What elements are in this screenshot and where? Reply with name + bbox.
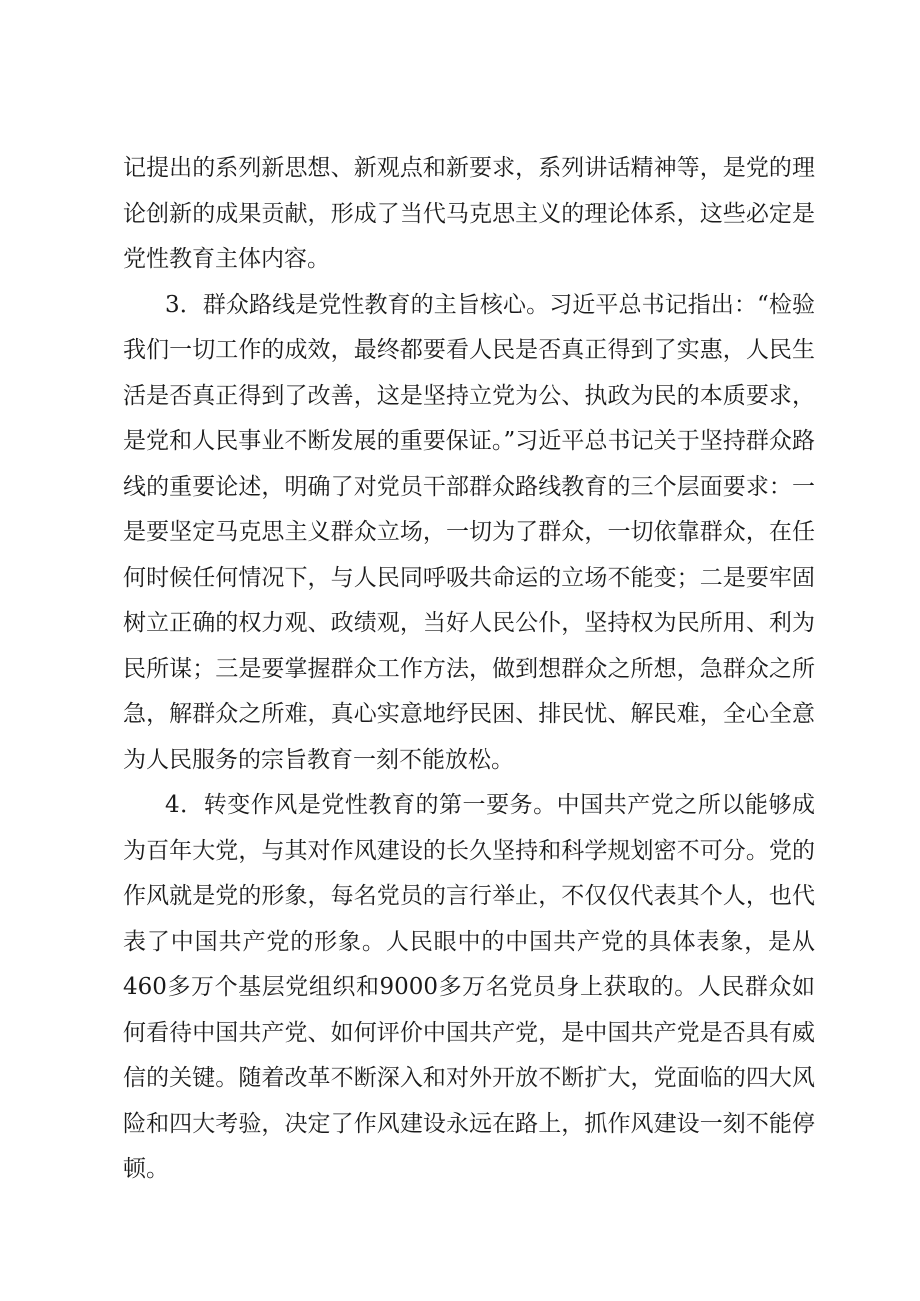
paragraph-work-style: 4．转变作风是党性教育的第一要务。中国共产党之所以能够成为百年大党，与其对作风建设的长久坚持和科学规划密不可分。党的作风就是党的形象，每名党员的言行举止，不仅仅代表其个人，也代表了中国共产党的形象。人民眼中的中国共产党的具体表象，是从460多万个基层党组织和9000多万名党员身上获取的。人民群众如何看待中国共产党、如何评价中国共产党，是中国共产党是否具有威信的关键。随着改革不断深入和对外开放不断扩大，党面临的四大风险和四大考验，决定了作风建设永远在路上，抓作风建设一刻不能停顿。 <box>123 792 815 1182</box>
paragraph-mass-line: 3．群众路线是党性教育的主旨核心。习近平总书记指出：“检验我们一切工作的成效，最终都要看人民是否真正得到了实惠，人民生活是否真正得到了改善，这是坚持立党为公、执政为民的本质要求，是党和人民事业不断发展的重要保证。”习近平总书记关于坚持群众路线的重要论述，明确了对党员干部群众路线教育的三个层面要求：一是要坚定马克思主义群众立场，一切为了群众，一切依靠群众，在任何时候任何情况下，与人民同呼吸共命运的立场不能变；二是要牢固树立正确的权力观、政绩观，当好人民公仆，坚持权为民所用、利为民所谋；三是要掌握群众工作方法，做到想群众之所想，急群众之所急，解群众之所难，真心实意地纾民困、排民忧、解民难，全心全意为人民服务的宗旨教育一刻不能放松。 <box>123 291 815 773</box>
document-body <box>123 146 815 1193</box>
paragraph-continuation: 记提出的系列新思想、新观点和新要求，系列讲话精神等，是党的理论创新的成果贡献，形成了当代马克思主义的理论体系，这些必定是党性教育主体内容。 <box>123 155 815 272</box>
